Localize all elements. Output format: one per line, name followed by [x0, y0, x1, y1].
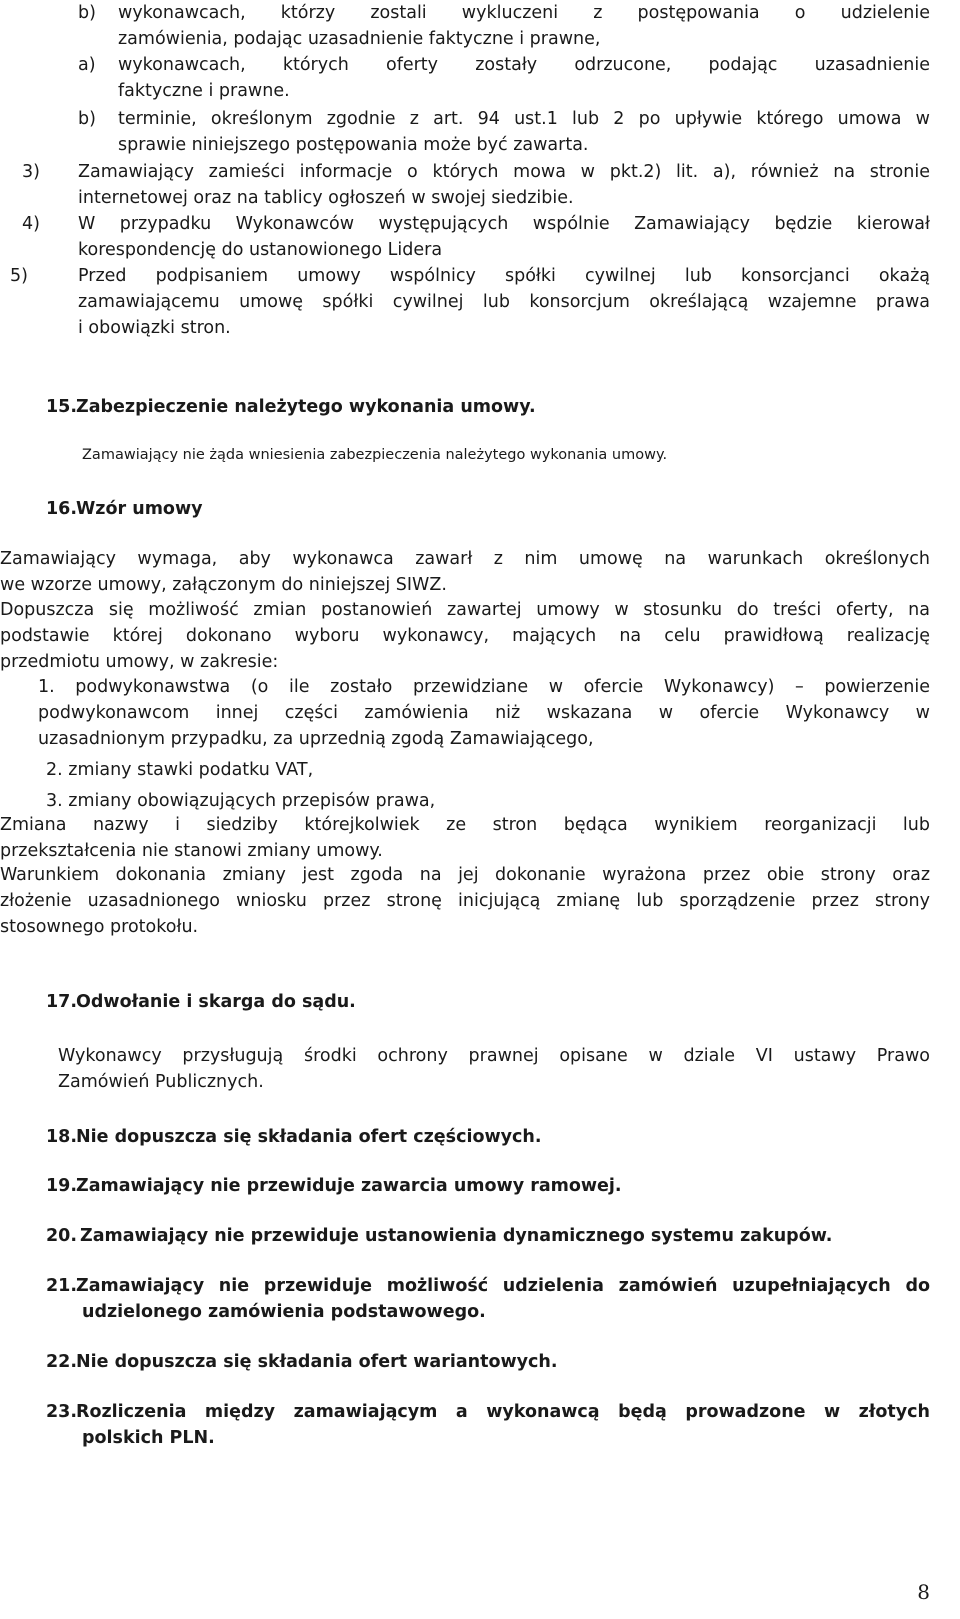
- list-item-text: korespondencję do ustanowionego Lidera: [78, 240, 443, 260]
- list-item-text: Zamawiający zamieści informacje o których mowa w pkt.2) lit. a), również na stronie: [78, 162, 930, 182]
- list-item-text: sprawie niniejszego postępowania może być zawarta.: [118, 135, 589, 155]
- section-number: 17.: [46, 992, 78, 1012]
- paragraph-line: stosownego protokołu.: [0, 917, 199, 937]
- section-heading: Nie dopuszcza się składania ofert wariantowych.: [76, 1352, 558, 1372]
- section-number: 22.: [46, 1352, 78, 1372]
- section-number: 16.: [46, 499, 78, 519]
- section-heading: Rozliczenia między zamawiającym a wykonawcą będą prowadzone w złotych: [76, 1402, 930, 1422]
- section-heading: polskich PLN.: [82, 1428, 215, 1448]
- section-number: 19.: [46, 1176, 78, 1196]
- section-number: 18.: [46, 1127, 78, 1147]
- section-heading: Zamawiający nie przewiduje zawarcia umowy ramowej.: [76, 1176, 622, 1196]
- section-text: Zamawiający nie żąda wniesienia zabezpieczenia należytego wykonania umowy.: [82, 447, 668, 463]
- list-label: b): [78, 109, 96, 129]
- list-item-text: W przypadku Wykonawców występujących wspólnie Zamawiający będzie kierował: [78, 214, 930, 234]
- section-heading: Odwołanie i skarga do sądu.: [76, 992, 356, 1012]
- paragraph-line: Warunkiem dokonania zmiany jest zgoda na jej dokonanie wyrażona przez obie strony oraz: [0, 865, 930, 885]
- list-item-text: zamawiającemu umowę spółki cywilnej lub konsorcjum określającą wzajemne prawa: [78, 292, 930, 312]
- paragraph-line: Zmiana nazwy i siedziby którejkolwiek ze stron będąca wynikiem reorganizacji lub: [0, 815, 930, 835]
- list-item-text: 3. zmiany obowiązujących przepisów prawa,: [46, 791, 436, 811]
- list-item-text: wykonawcach, którzy zostali wykluczeni z postępowania o udzielenie: [118, 3, 930, 23]
- section-heading: udzielonego zamówienia podstawowego.: [82, 1302, 486, 1322]
- list-label: 3): [22, 162, 40, 182]
- list-label: a): [78, 55, 96, 75]
- section-number: 21.: [46, 1276, 78, 1296]
- list-item-text: Przed podpisaniem umowy wspólnicy spółki cywilnej lub konsorcjanci okażą: [78, 266, 930, 286]
- section-heading: Zamawiający nie przewiduje możliwość udzielenia zamówień uzupełniających do: [76, 1276, 930, 1296]
- list-item-text: i obowiązki stron.: [78, 318, 231, 338]
- section-number: 15.: [46, 397, 78, 417]
- section-heading: Nie dopuszcza się składania ofert częściowych.: [76, 1127, 542, 1147]
- paragraph-line: złożenie uzasadnionego wniosku przez stronę inicjującą zmianę lub sporządzenie przez strony: [0, 891, 930, 911]
- list-item-text: internetowej oraz na tablicy ogłoszeń w swojej siedzibie.: [78, 188, 574, 208]
- list-item-text: terminie, określonym zgodnie z art. 94 ust.1 lub 2 po upływie którego umowa w: [118, 109, 930, 129]
- list-label: 5): [10, 266, 28, 286]
- list-label: b): [78, 3, 96, 23]
- list-item-text: wykonawcach, których oferty zostały odrzucone, podając uzasadnienie: [118, 55, 930, 75]
- paragraph-line: Wykonawcy przysługują środki ochrony prawnej opisane w dziale VI ustawy Prawo: [58, 1046, 930, 1066]
- page-number: 8: [917, 1580, 930, 1604]
- list-item-text: 1. podwykonawstwa (o ile zostało przewidziane w ofercie Wykonawcy) – powierzenie: [38, 677, 930, 697]
- list-item-text: uzasadnionym przypadku, za uprzednią zgodą Zamawiającego,: [38, 729, 594, 749]
- paragraph-line: Zamówień Publicznych.: [58, 1072, 264, 1092]
- list-label: 4): [22, 214, 40, 234]
- paragraph-line: podstawie której dokonano wyboru wykonawcy, mających na celu prawidłową realizację: [0, 626, 930, 646]
- list-item-text: faktyczne i prawne.: [118, 81, 290, 101]
- list-item-text: 2. zmiany stawki podatku VAT,: [46, 760, 314, 780]
- paragraph-line: we wzorze umowy, załączonym do niniejszej SIWZ.: [0, 575, 447, 595]
- list-item-text: podwykonawcom innej części zamówienia niż wskazana w ofercie Wykonawcy w: [38, 703, 930, 723]
- section-heading: Zabezpieczenie należytego wykonania umowy.: [76, 397, 536, 417]
- section-heading: Wzór umowy: [76, 499, 203, 519]
- paragraph-line: przedmiotu umowy, w zakresie:: [0, 652, 279, 672]
- section-heading: Zamawiający nie przewiduje ustanowienia dynamicznego systemu zakupów.: [80, 1226, 833, 1246]
- section-number: 20.: [46, 1226, 78, 1246]
- paragraph-line: przekształcenia nie stanowi zmiany umowy.: [0, 841, 383, 861]
- paragraph-line: Dopuszcza się możliwość zmian postanowień zawartej umowy w stosunku do treści oferty, na: [0, 600, 930, 620]
- section-number: 23.: [46, 1402, 78, 1422]
- paragraph-line: Zamawiający wymaga, aby wykonawca zawarł z nim umowę na warunkach określonych: [0, 549, 930, 569]
- list-item-text: zamówienia, podając uzasadnienie faktyczne i prawne,: [118, 29, 601, 49]
